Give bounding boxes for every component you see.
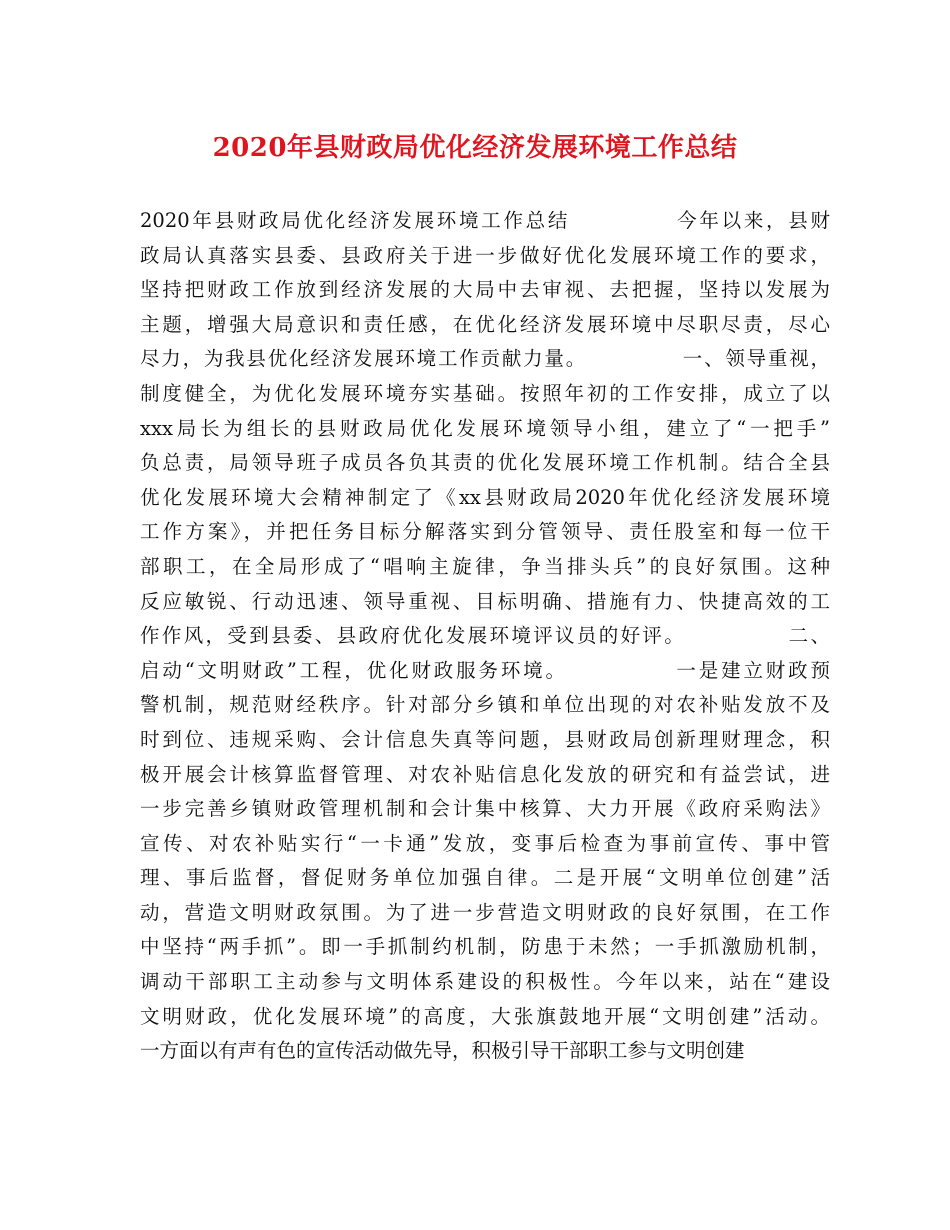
document-text-line: 宣传、对农补贴实行“一卡通”发放，变事后检查为事前宣传、事中管 — [140, 831, 830, 855]
document-text-line: 作作风，受到县委、县政府优化发展环境评议员的好评。 二、 — [140, 624, 830, 648]
document-text-line: 尽力，为我县优化经济发展环境工作贡献力量。 一、领导重视， — [140, 347, 830, 371]
document-text-line: 极开展会计核算监督管理、对农补贴信息化发放的研究和有益尝试，进 — [140, 762, 830, 786]
document-text-line: 主题，增强大局意识和责任感，在优化经济发展环境中尽职尽责，尽心 — [140, 312, 830, 336]
document-text-line: 政局认真落实县委、县政府关于进一步做好优化发展环境工作的要求， — [140, 243, 830, 267]
document-text-line: 动，营造文明财政氛围。为了进一步营造文明财政的良好氛围，在工作 — [140, 900, 830, 924]
document-text-line: 优化发展环境大会精神制定了《xx县财政局2020年优化经济发展环境 — [140, 485, 830, 509]
document-title: 2020年县财政局优化经济发展环境工作总结 — [212, 133, 738, 163]
document-text-line: 制度健全，为优化发展环境夯实基础。按照年初的工作安排，成立了以 — [140, 381, 830, 405]
document-text-line: 一步完善乡镇财政管理机制和会计集中核算、大力开展《政府采购法》 — [140, 797, 830, 821]
document-text-line: 中坚持“两手抓”。即一手抓制约机制，防患于未然；一手抓激励机制， — [140, 935, 830, 959]
document-text-line: 理、事后监督，督促财务单位加强自律。二是开展“文明单位创建”活 — [140, 866, 830, 890]
document-text-line: 一方面以有声有色的宣传活动做先导，积极引导干部职工参与文明创建 — [140, 1039, 745, 1063]
document-text-line: 坚持把财政工作放到经济发展的大局中去审视、去把握，坚持以发展为 — [140, 278, 830, 302]
document-text-line: 反应敏锐、行动迅速、领导重视、目标明确、措施有力、快捷高效的工 — [140, 589, 830, 613]
document-text-line: 警机制，规范财经秩序。针对部分乡镇和单位出现的对农补贴发放不及 — [140, 693, 830, 717]
document-text-line: 工作方案》，并把任务目标分解落实到分管领导、责任股室和每一位干 — [140, 520, 830, 544]
document-text-line: 调动干部职工主动参与文明体系建设的积极性。今年以来，站在“建设 — [140, 970, 830, 994]
document-body — [140, 204, 830, 1069]
document-text-line: xxx局长为组长的县财政局优化发展环境领导小组，建立了“一把手” — [140, 416, 830, 440]
document-text-line: 负总责，局领导班子成员各负其责的优化发展环境工作机制。结合全县 — [140, 451, 830, 475]
document-text-line: 2020年县财政局优化经济发展环境工作总结 今年以来，县财 — [140, 209, 830, 232]
document-text-line: 部职工，在全局形成了“唱响主旋律，争当排头兵”的良好氛围。这种 — [140, 554, 830, 578]
document-text-line: 启动“文明财政”工程，优化财政服务环境。 一是建立财政预 — [140, 658, 830, 682]
document-text-line: 时到位、违规采购、会计信息失真等问题，县财政局创新理财理念，积 — [140, 727, 830, 751]
document-text-line: 文明财政，优化发展环境”的高度，大张旗鼓地开展“文明创建”活动。 — [140, 1004, 830, 1028]
